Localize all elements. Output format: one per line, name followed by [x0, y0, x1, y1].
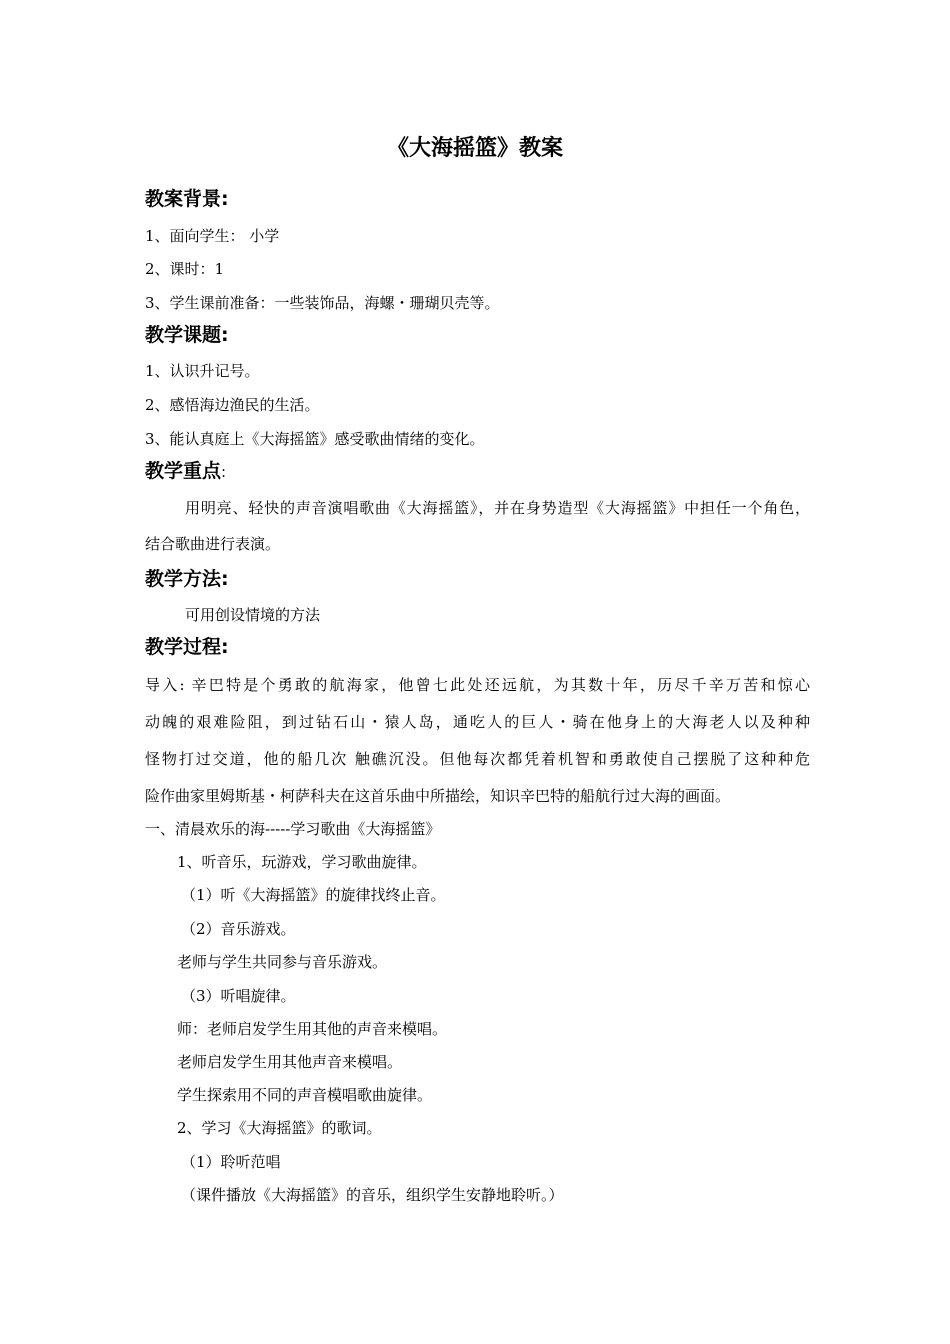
- part1-step2-sub1-note: （课件播放《大海摇篮》的音乐，组织学生安静地聆听。）: [181, 1186, 564, 1204]
- intro-line-3: 怪物打过交道，他的船几次 触礁沉没。但他每次都凭着机智和勇敢使自己摆脱了这种种危: [145, 750, 810, 768]
- topic-item-2: 2、感悟海边渔民的生活。: [145, 396, 320, 414]
- part1-step2-sub1: （1）聆听范唱: [181, 1153, 281, 1171]
- section-heading-process: 教学过程:: [145, 636, 229, 658]
- part1-step1: 1、听音乐，玩游戏，学习歌曲旋律。: [177, 853, 427, 871]
- part1-title: 一、清晨欢乐的海-----学习歌曲《大海摇篮》: [145, 820, 441, 838]
- background-item-audience: 1、面向学生： 小学: [145, 227, 280, 245]
- background-item-hours: 2、课时：1: [145, 260, 225, 278]
- topic-item-1: 1、认识升记号。: [145, 362, 260, 380]
- topic-item-3: 3、能认真庭上《大海摇篮》感受歌曲情绪的变化。: [145, 430, 485, 448]
- focus-heading-text: 教学重点: [145, 460, 222, 482]
- part1-sub3-note3: 学生探索用不同的声音模唱歌曲旋律。: [177, 1086, 433, 1104]
- focus-heading-colon: :: [221, 463, 227, 481]
- background-item-preparation: 3、学生课前准备：一些装饰品，海螺・珊瑚贝壳等。: [145, 294, 500, 312]
- focus-line-2: 结合歌曲进行表演。: [145, 535, 281, 553]
- part1-sub2-note: 老师与学生共同参与音乐游戏。: [177, 953, 388, 971]
- part1-step2: 2、学习《大海摇篮》的歌词。: [177, 1119, 382, 1137]
- process-intro-paragraph: [145, 667, 810, 815]
- method-text: 可用创设情境的方法: [185, 606, 321, 624]
- focus-paragraph: [145, 490, 810, 562]
- part1-sub3: （3）听唱旋律。: [181, 987, 296, 1005]
- intro-line-4: 险作曲家里姆斯基・柯萨科夫在这首乐曲中所描绘，知识辛巴特的船航行过大海的画面。: [145, 787, 731, 805]
- part1-sub3-note2: 老师启发学生用其他声音来模唱。: [177, 1053, 403, 1071]
- part1-sub1: （1）听《大海摇篮》的旋律找终止音。: [181, 886, 446, 904]
- section-heading-method: 教学方法:: [145, 568, 229, 590]
- focus-line-1: 用明亮、轻快的声音演唱歌曲《大海摇篮》，并在身势造型《大海摇篮》中担任一个角色，: [185, 499, 810, 517]
- document-title: 《大海摇篮》教案: [386, 136, 563, 161]
- section-heading-background: 教案背景:: [145, 188, 229, 210]
- intro-line-2: 动魄的艰难险阻，到过钻石山・猿人岛，通吃人的巨人・骑在他身上的大海老人以及种种: [145, 713, 810, 731]
- intro-line-1: 导入: 辛巴特是个勇敢的航海家，他曾七此处还远航，为其数十年，历尽千辛万苦和惊心: [145, 676, 810, 694]
- section-heading-topic: 教学课题:: [145, 324, 229, 346]
- section-heading-focus: [145, 458, 226, 485]
- part1-sub3-note1: 师：老师启发学生用其他的声音来模唱。: [177, 1020, 448, 1038]
- part1-sub2: （2）音乐游戏。: [181, 920, 296, 938]
